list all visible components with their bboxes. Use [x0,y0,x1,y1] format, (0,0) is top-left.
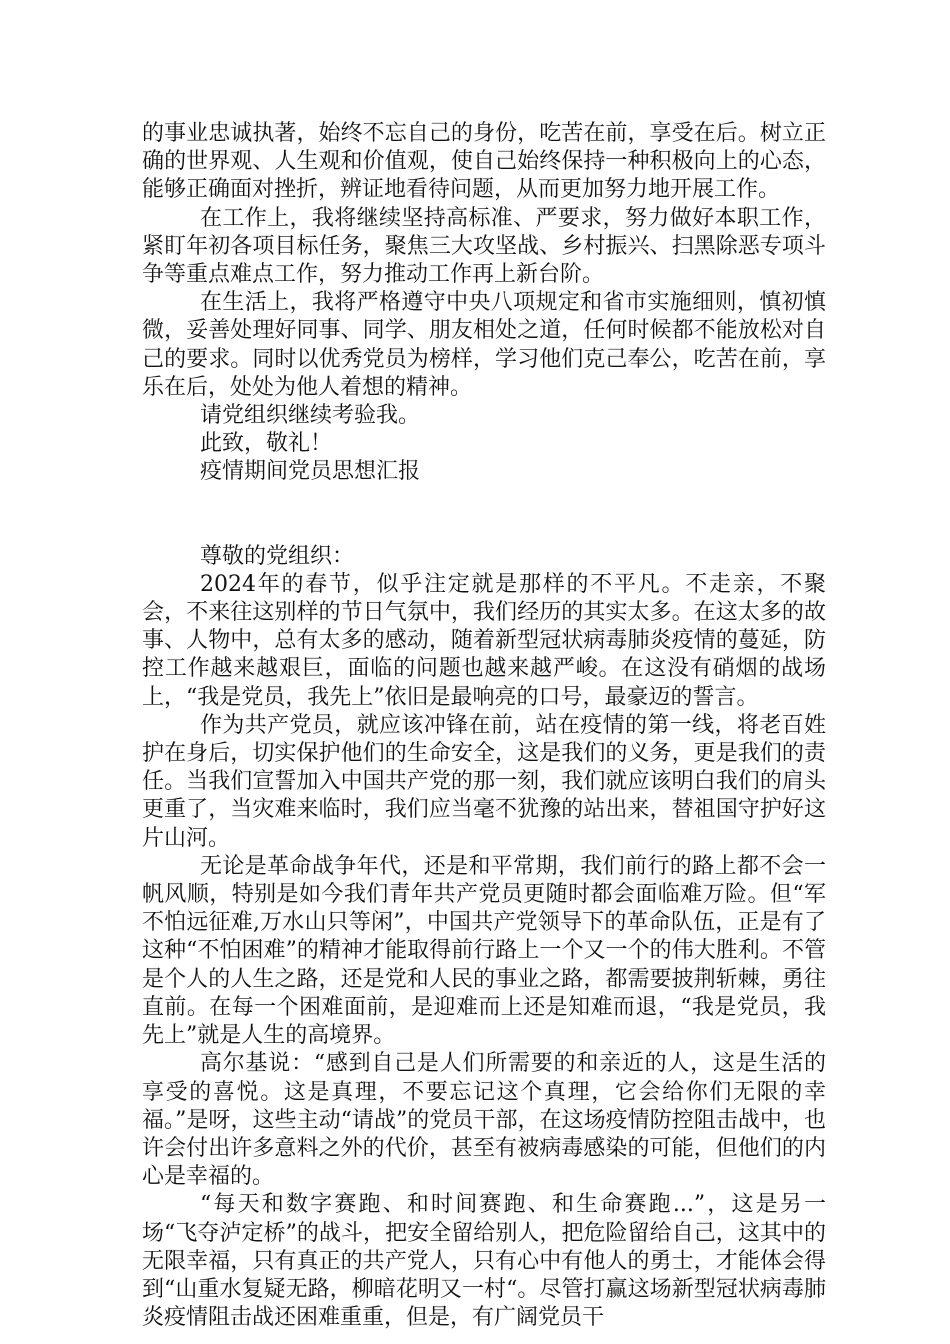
paragraph: “每天和数字赛跑、和时间赛跑、和生命赛跑...”，这是另一场“飞夺泸定桥”的战斗，把安全留给别人，把危险留给自己，这其中的无限幸福，只有真正的共产党人，只有心中有他人的勇士，才能体会得到“山重水复疑无路，柳暗花明又一村“。尽管打赢这场新型冠状病毒肺炎疫情阻击战还困难重重，但是，有广阔党员干 [142,1192,826,1331]
document-body [142,120,826,1332]
paragraph: 高尔基说：“感到自己是人们所需要的和亲近的人，这是生活的享受的喜悦。这是真理，不要忘记这个真理，它会给你们无限的幸福。”是呀，这些主动“请战”的党员干部，在这场疫情防控阻击战中，也许会付出许多意料之外的代价，甚至有被病毒感染的可能，但他们的内心是幸福的。 [142,1051,826,1190]
paragraph: 在工作上，我将继续坚持高标准、严要求，努力做好本职工作，紧盯年初各项目标任务，聚焦三大攻坚战、乡村振兴、扫黑除恶专项斗争等重点难点工作，努力推动工作再上新台阶。 [142,205,826,288]
paragraph: 无论是革命战争年代，还是和平常期，我们前行的路上都不会一帆风顺，特别是如今我们青年共产党员更随时都会面临难万险。但“军不怕远征难,万水山只等闲”，中国共产党领导下的革命队伍，正是有了这种“不怕困难”的精神才能取得前行路上一个又一个的伟大胜利。不管是个人的人生之路，还是党和人民的事业之路，都需要披荆斩棘，勇往直前。在每一个困难面前，是迎难而上还是知难而退，“我是党员，我先上”就是人生的高境界。 [142,853,826,1049]
paragraph: 2024年的春节，似乎注定就是那样的不平凡。不走亲，不聚会，不来往这别样的节日气氛中，我们经历的其实太多。在这太多的故事、人物中，总有太多的感动，随着新型冠状病毒肺炎疫情的蔓延，防控工作越来越艰巨，面临的问题也越来越严峻。在这没有硝烟的战场上，“我是党员，我先上”依旧是最响亮的口号，最豪迈的誓言。 [142,571,826,710]
salutation: 尊敬的党组织： [200,543,355,569]
paragraph: 的事业忠诚执著，始终不忘自己的身份，吃苦在前，享受在后。树立正确的世界观、人生观和价值观，使自己始终保持一种积极向上的心态，能够正确面对挫折，辨证地看待问题，从而更加努力地开展工作。 [142,121,826,203]
paragraph: 请党组织继续考验我。 [200,403,421,429]
paragraph: 在生活上，我将严格遵守中央八项规定和省市实施细则，慎初慎微，妥善处理好同事、同学、朋友相处之道，任何时候都不能放松对自己的要求。同时以优秀党员为榜样，学习他们克己奉公，吃苦在前，享乐在后，处处为他人着想的精神。 [142,290,826,400]
paragraph: 作为共产党员，就应该冲锋在前，站在疫情的第一线，将老百姓护在身后，切实保护他们的生命安全，这是我们的义务，更是我们的责任。当我们宣誓加入中国共产党的那一刻，我们就应该明白我们的肩头更重了，当灾难来临时，我们应当毫不犹豫的站出来，替祖国守护好这片山河。 [142,712,826,851]
blank-line [142,487,826,543]
paragraph: 此致，敬礼！ [200,431,333,457]
section-title: 疫情期间党员思想汇报 [200,459,421,485]
